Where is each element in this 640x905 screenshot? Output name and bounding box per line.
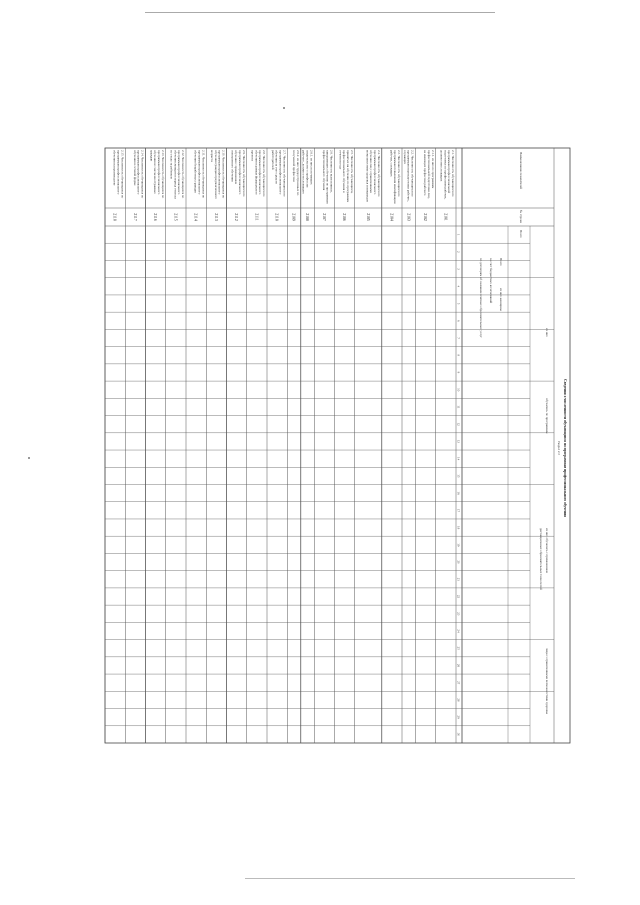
row-label: 2.5. Численность обучающихся,: [349, 150, 354, 194]
form-title: Сведения о численности обучающихся по программам профессионального обучения: [563, 379, 567, 517]
column-number: 8: [456, 354, 461, 357]
row-label: программам профессионального: [116, 150, 121, 195]
header-sub-total: Всего: [499, 258, 503, 266]
header-group-d: дистанционных образовательных технологий: [539, 528, 543, 590]
row-label: электронного обучения: [230, 150, 235, 182]
row-label: 2.8. Численность обучающихся по: [262, 150, 266, 197]
row-label: обучения в рамках федерального: [254, 150, 259, 195]
row-label: 2.14. Численность обучающихся по: [140, 150, 145, 199]
table-row: [194, 150, 206, 221]
row-label: свидетельство о профессии: [305, 150, 310, 188]
row-label: 2.6. Численность выпускников,: [329, 150, 334, 193]
column-number: 21: [456, 577, 461, 581]
header-group-e: лица с ограниченными возможностями здоровья: [545, 648, 549, 715]
row-code: 2113: [213, 213, 218, 221]
row-label: программам профессиональной: [447, 150, 452, 194]
row-label: обучения за счет средств: [274, 150, 279, 184]
column-number: 18: [456, 525, 461, 530]
row-label: профессионального обучения в: [342, 150, 347, 193]
row-label: обучения женщин в период отпуска: [173, 150, 178, 199]
header-group-c: из них обучались с применением: [545, 528, 549, 573]
table-row: [301, 150, 314, 221]
row-label: 2.11. Численность обучающихся по: [201, 150, 206, 199]
row-label: программам профессионального: [237, 150, 242, 195]
column-number: 19: [456, 543, 461, 547]
column-number: 7: [456, 337, 461, 339]
column-number: 3: [456, 268, 461, 270]
row-label: обучения из числа иностранных: [153, 150, 158, 194]
table-row: [322, 150, 334, 221]
row-label: работодателей: [270, 150, 275, 170]
column-number: 22: [456, 594, 461, 599]
row-label: программам профессионального: [217, 150, 222, 195]
table-row: [403, 150, 415, 221]
row-label: 2.15. Численность обучающихся по: [120, 150, 125, 199]
row-label: профессиональной подготовки лиц,: [426, 150, 431, 199]
row-label: 2.10. Численность обучающихся по: [221, 150, 226, 199]
header-group-a: из них: [545, 328, 549, 337]
row-code: 2115: [173, 213, 178, 221]
column-number: 20: [456, 560, 461, 564]
row-label: обучения с применением: [234, 150, 239, 184]
row-label: 2.7. Численность обучающихся по: [282, 150, 287, 197]
row-label: завершивших обучение по программам: [325, 150, 330, 204]
column-number: 26: [456, 663, 461, 668]
row-code: 2107: [321, 213, 326, 221]
row-code: 2114: [193, 213, 198, 221]
header-sub-contract: по договорам об оказании платных образовательных услуг: [479, 258, 483, 338]
table-row: [271, 150, 286, 221]
table-row: [210, 150, 225, 221]
header-total: Всего: [519, 230, 523, 238]
row-label: по уходу за ребенком: [169, 150, 174, 179]
row-label: 2.13. Численность обучающихся по: [160, 150, 165, 199]
header-sub-budget: за счет бюджетных ассигнований: [489, 258, 493, 304]
table-row: [170, 150, 185, 221]
row-label: подготовки по профессиям рабочих,: [443, 150, 448, 200]
table-row: [388, 150, 401, 221]
row-label: программам профессионального: [278, 150, 283, 195]
row-label: 2.3. Численность обучающихся по: [397, 150, 401, 197]
row-grid: [105, 148, 455, 743]
column-number: 17: [456, 508, 461, 512]
table-row: [365, 150, 380, 221]
table-row: [230, 150, 245, 221]
column-number: 24: [456, 629, 461, 633]
row-label: программам профессионального: [372, 150, 377, 195]
row-label: программам повышения квалификации: [393, 150, 398, 204]
column-number: 4: [456, 285, 461, 288]
row-code: 2101: [443, 213, 448, 221]
row-label: принятых на обучение по программам: [345, 150, 350, 203]
row-code: 2108: [305, 213, 309, 221]
row-label: отчетном году: [338, 150, 343, 170]
column-numbers: [457, 234, 461, 737]
row-label: 2.9. Численность обучающихся по: [241, 150, 246, 197]
row-label: полученной профессии: [291, 150, 296, 182]
header-indicator: Наименование показателей: [519, 152, 523, 189]
column-number: 29: [456, 715, 461, 719]
row-label: 2.12. Численность обучающихся по: [181, 150, 185, 199]
row-code: 2110: [274, 213, 279, 221]
row-label: рабочих, служащих: [389, 150, 394, 177]
table-row: [440, 150, 455, 221]
row-code: 2106: [342, 213, 347, 221]
column-number: 27: [456, 681, 461, 685]
row-label: 2.2. Численность обучающихся по: [410, 150, 415, 197]
column-number: 12: [456, 422, 461, 426]
row-label: 2.6.2. из них трудоустроенных по: [295, 150, 300, 196]
header-group-b: обучались по программам: [545, 398, 549, 434]
row-label: профессионального обучения: [321, 150, 326, 191]
table-row: [251, 150, 266, 221]
row-label: граждан: [149, 150, 154, 162]
row-label: 2.6.1. из них получивших: [309, 150, 314, 185]
row-label: обучения в сетевой форме: [132, 150, 137, 186]
row-label: возможностями здоровья и инвалидов: [365, 150, 370, 202]
row-code: 2112: [234, 213, 239, 221]
column-number: 6: [456, 319, 461, 322]
row-code: 2102: [423, 213, 428, 221]
column-number: 11: [456, 405, 461, 409]
row-label: программам профессионального: [258, 150, 263, 195]
table-row: [113, 150, 125, 221]
column-number: 30: [456, 732, 461, 736]
column-number: 14: [456, 457, 461, 461]
column-number: 28: [456, 698, 461, 702]
column-number: 5: [456, 302, 461, 305]
column-number: 1: [456, 233, 461, 236]
row-label: обучения граждан предпенсионного: [213, 150, 218, 200]
row-label: 2.4. Численность обучающихся по: [376, 150, 381, 197]
column-number: 9: [456, 371, 461, 374]
row-code: 2104: [389, 213, 394, 221]
table-row: [133, 150, 145, 221]
table-row: [423, 150, 435, 221]
row-label: служащих: [402, 150, 407, 164]
column-number: 10: [456, 388, 461, 392]
column-number: 16: [456, 491, 461, 495]
table-row: [292, 150, 300, 221]
column-number: 25: [456, 646, 461, 650]
row-label: должностям служащих: [439, 150, 444, 182]
row-code: 2105: [365, 213, 370, 221]
header-row-no: № строки: [519, 210, 523, 224]
row-label: обучения лиц с ограниченными: [369, 150, 374, 194]
column-grid: [105, 208, 554, 743]
row-code: 2116: [153, 213, 158, 221]
row-label: программам профессионального: [177, 150, 182, 195]
column-number: 2: [456, 251, 461, 253]
header-sub-women: из них женщины: [499, 288, 503, 311]
row-label: программам профессионального: [156, 150, 161, 195]
row-label: программам профессионального: [136, 150, 141, 195]
row-code: 2111: [254, 213, 259, 221]
table-row: [149, 150, 164, 221]
table-row: [338, 150, 353, 221]
row-label: программам переподготовки рабочих,: [406, 150, 411, 202]
table-frame: [105, 148, 570, 743]
column-number: 23: [456, 612, 461, 616]
row-code: 2117: [132, 213, 137, 221]
row-label: обучения безработных граждан: [193, 150, 198, 193]
row-label: возраста: [210, 150, 215, 162]
row-code: 2103: [406, 213, 411, 221]
row-code: 2109: [291, 213, 296, 221]
row-label: рабочего, должности служащего: [301, 150, 306, 195]
column-number: 13: [456, 439, 461, 444]
row-label: программам профессионального: [197, 150, 202, 195]
row-label: не имеющих профессии рабочего: [423, 150, 428, 196]
column-number: 15: [456, 474, 461, 478]
row-label: обучения на производстве: [112, 150, 117, 186]
row-label: проекта: [250, 150, 255, 161]
row-label: 2.1.1. из них по программам: [430, 150, 435, 189]
rotated-form: [105, 148, 570, 743]
form-subtitle: Раздел 2.3: [557, 441, 561, 455]
row-label: 2.1. Численность обучающихся по: [451, 150, 455, 197]
row-code: 2118: [112, 213, 117, 221]
